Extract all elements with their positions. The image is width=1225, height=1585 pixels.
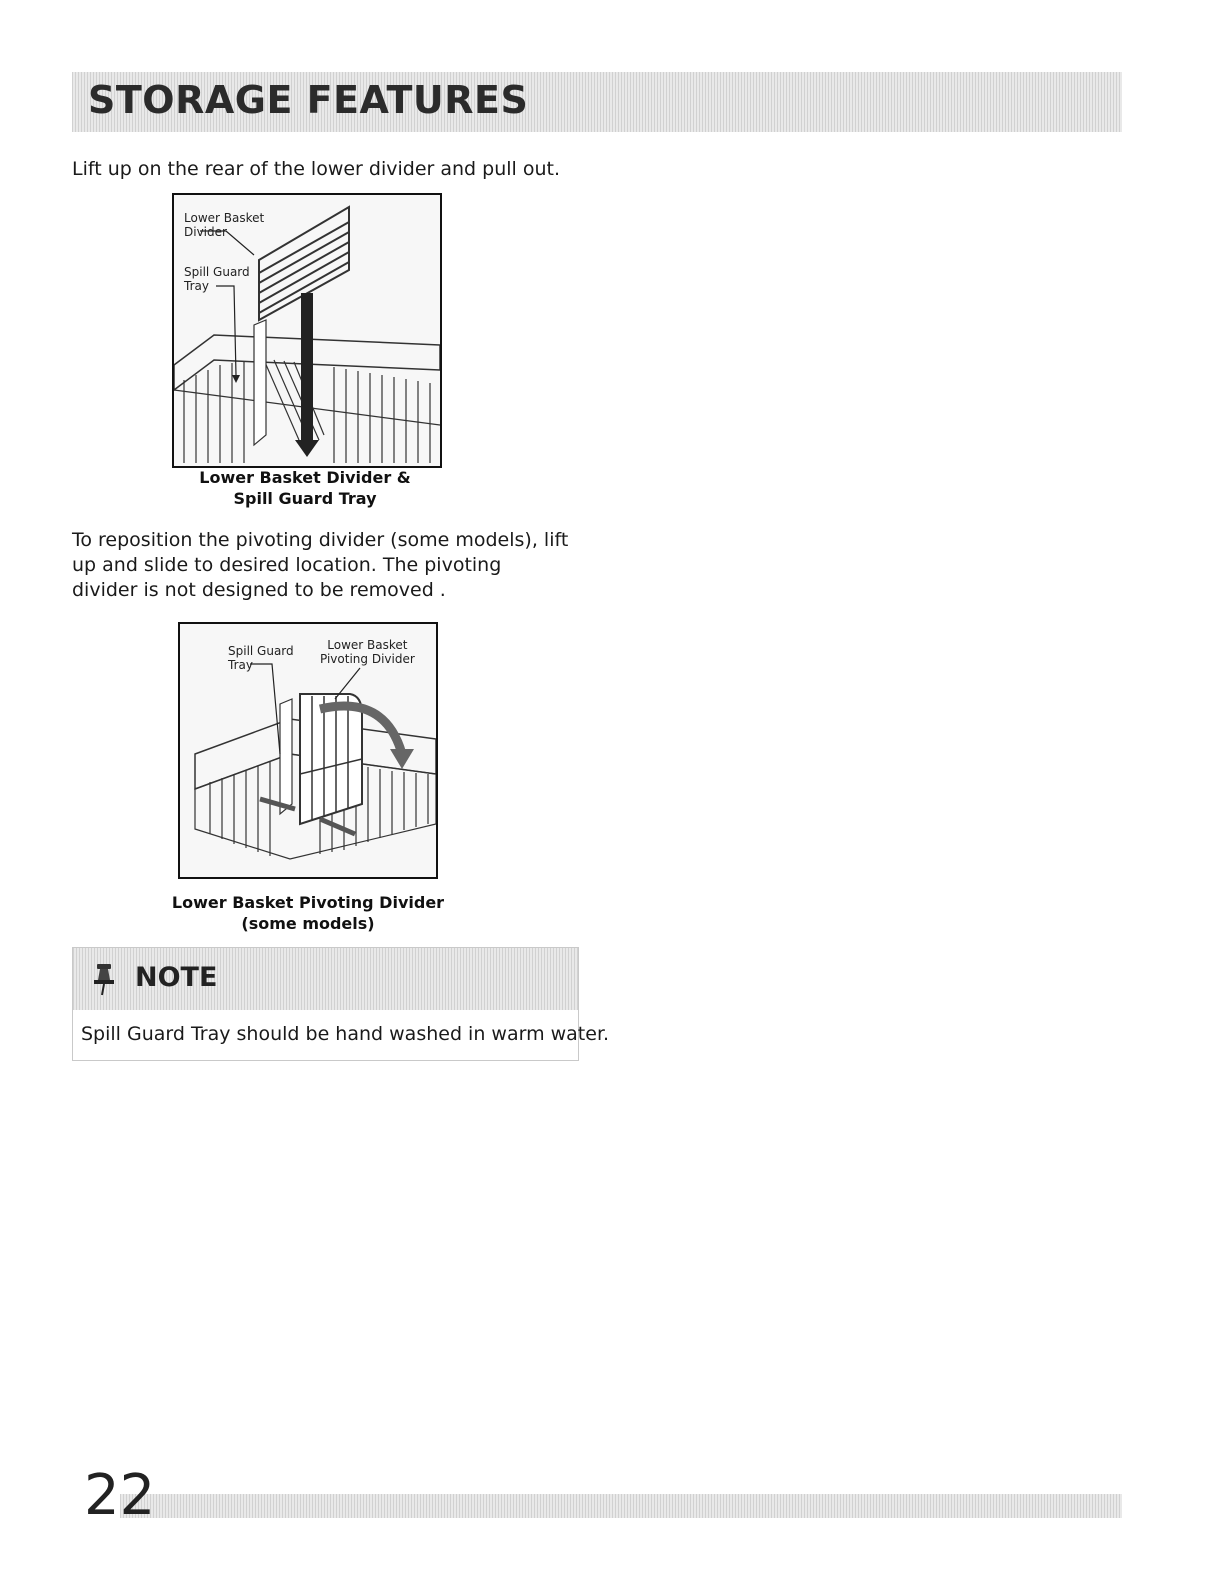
note-title: NOTE bbox=[135, 962, 218, 993]
caption-line: (some models) bbox=[241, 914, 375, 933]
callout-text: Spill Guard bbox=[228, 644, 294, 658]
caption-line: Lower Basket Pivoting Divider bbox=[171, 893, 445, 912]
figure-lower-basket-pivoting-divider bbox=[178, 622, 438, 879]
callout-text: Lower Basket bbox=[184, 211, 265, 225]
callout-spill-guard-tray bbox=[184, 265, 250, 293]
callout-text: Divider bbox=[184, 225, 227, 239]
page-number: 22 bbox=[84, 1463, 156, 1528]
reposition-paragraph: To reposition the pivoting divider (some models), lift up and slide to desired location. The pivoting divider is not designed to be removed . bbox=[72, 529, 569, 601]
callout-text: Pivoting Divider bbox=[320, 652, 415, 666]
section-title: STORAGE FEATURES bbox=[88, 78, 529, 122]
callout-text: Tray bbox=[184, 279, 209, 293]
callout-pivoting-divider bbox=[320, 638, 415, 666]
note-box bbox=[72, 947, 610, 1061]
pushpin-icon bbox=[91, 962, 121, 1000]
figure1-caption bbox=[172, 467, 438, 509]
footer-bar bbox=[120, 1494, 1122, 1518]
callout-text: Tray bbox=[228, 658, 253, 672]
note-text: Spill Guard Tray should be hand washed in warm water. bbox=[81, 1023, 610, 1045]
callout-text: Lower Basket bbox=[327, 638, 408, 652]
section-header-bar bbox=[72, 72, 1122, 132]
figure2-caption bbox=[150, 892, 466, 934]
caption-line: Lower Basket Divider & bbox=[199, 468, 411, 487]
callout-spill-guard-tray bbox=[228, 644, 294, 672]
callout-text: Spill Guard bbox=[184, 265, 250, 279]
caption-line: Spill Guard Tray bbox=[233, 489, 377, 508]
figure-lower-basket-divider bbox=[172, 193, 442, 468]
intro-paragraph: Lift up on the rear of the lower divider and pull out. bbox=[72, 158, 561, 180]
callout-lower-basket-divider bbox=[184, 211, 264, 239]
note-banner bbox=[73, 948, 578, 1010]
